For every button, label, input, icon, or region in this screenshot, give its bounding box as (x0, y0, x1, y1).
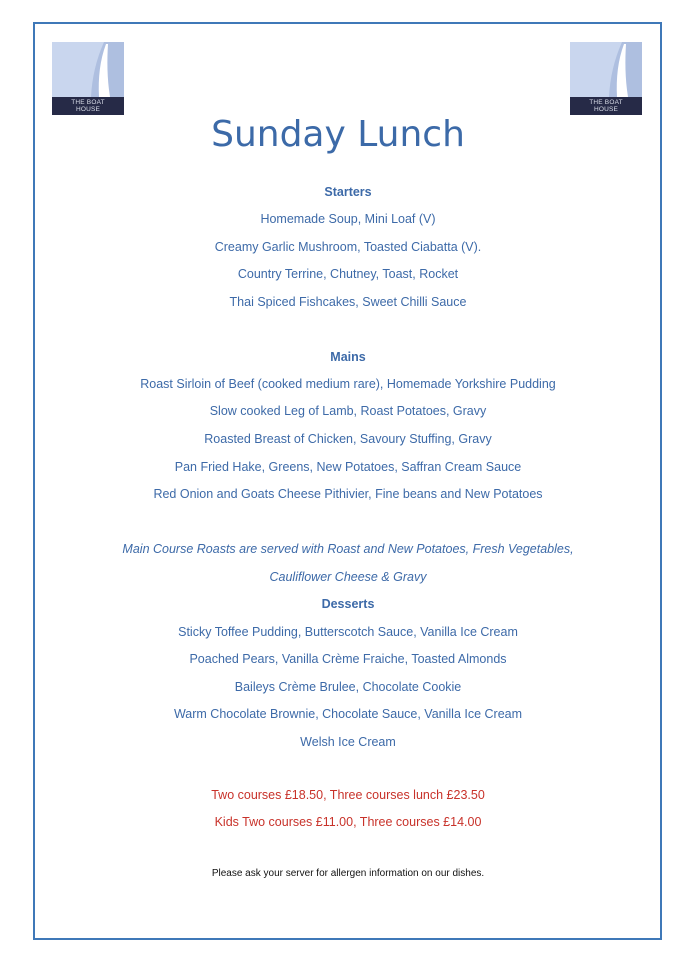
logo-line-1: THE BOAT (71, 98, 105, 106)
sail-icon (52, 42, 124, 97)
dessert-item: Welsh Ice Cream (300, 735, 396, 749)
starter-item: Thai Spiced Fishcakes, Sweet Chilli Sauce (229, 295, 467, 309)
allergen-note: Please ask your server for allergen information on our dishes. (211, 868, 485, 879)
logo-text (52, 97, 124, 115)
logo-line-2: HOUSE (75, 106, 101, 113)
page-title: Sunday Lunch (211, 114, 465, 155)
dessert-item: Warm Chocolate Brownie, Chocolate Sauce, Vanilla Ice Cream (173, 707, 523, 721)
main-item: Roast Sirloin of Beef (cooked medium rare), Homemade Yorkshire Pudding (140, 377, 556, 391)
roasts-note-continued: Cauliflower Cheese & Gravy (269, 570, 427, 584)
boat-house-logo-left (52, 42, 124, 115)
adult-price: Two courses £18.50, Three courses lunch £23.50 (211, 788, 485, 802)
logo-line-1: THE BOAT (589, 98, 623, 106)
starter-item: Country Terrine, Chutney, Toast, Rocket (237, 267, 459, 281)
starter-item: Homemade Soup, Mini Loaf (V) (260, 212, 436, 226)
starter-item: Creamy Garlic Mushroom, Toasted Ciabatta (V). (214, 240, 482, 254)
kids-price: Kids Two courses £11.00, Three courses £14.00 (214, 815, 482, 829)
menu-border (33, 22, 662, 940)
mains-heading: Mains (330, 350, 366, 364)
dessert-item: Baileys Crème Brulee, Chocolate Cookie (234, 680, 462, 694)
main-item: Roasted Breast of Chicken, Savoury Stuffing, Gravy (204, 432, 492, 446)
starters-heading: Starters (324, 185, 372, 199)
sail-icon (570, 42, 642, 97)
roasts-note: Main Course Roasts are served with Roast and New Potatoes, Fresh Vegetables, (122, 542, 574, 556)
main-item: Red Onion and Goats Cheese Pithivier, Fine beans and New Potatoes (153, 487, 543, 501)
logo-text (570, 97, 642, 115)
desserts-heading: Desserts (321, 597, 375, 611)
main-item: Slow cooked Leg of Lamb, Roast Potatoes, Gravy (209, 404, 487, 418)
dessert-item: Sticky Toffee Pudding, Butterscotch Sauce, Vanilla Ice Cream (178, 625, 518, 639)
main-item: Pan Fried Hake, Greens, New Potatoes, Saffran Cream Sauce (174, 460, 522, 474)
boat-house-logo-right (570, 42, 642, 115)
dessert-item: Poached Pears, Vanilla Crème Fraiche, Toasted Almonds (189, 652, 507, 666)
logo-line-2: HOUSE (593, 106, 619, 113)
